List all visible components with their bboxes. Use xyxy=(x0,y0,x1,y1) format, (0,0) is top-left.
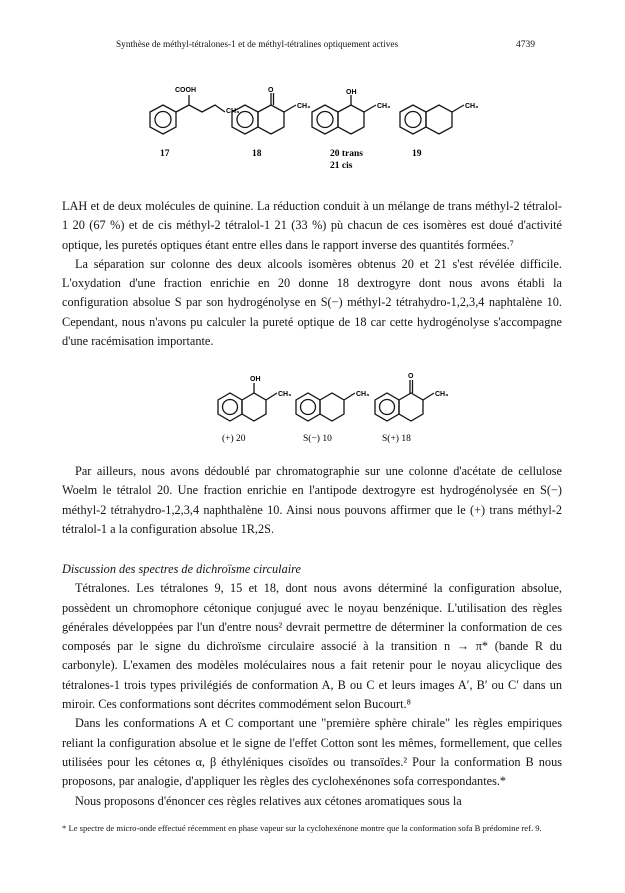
header-title: Synthèse de méthyl-tétralones-1 et de méthyl-tétralines optiquement actives xyxy=(116,40,399,50)
label-s-plus-18: S(+) 18 xyxy=(382,434,411,444)
text-block-3 xyxy=(62,560,562,811)
paragraph-conformations: Dans les conformations A et C comportant une "première sphère chirale" les règles empiriques reliant la configuration absolue et le signe de l'effet Cotton sont les mêmes, formellement, que celles utilisées pour les cétones α, β éthyléniques cisoïdes ou transoïdes.² Pour la conformation B nous proposons, par analogie, d'appliquer les règles des cyclohexénones sofa correspondantes.* xyxy=(62,716,562,789)
section-heading: Discussion des spectres de dichroïsme circulaire xyxy=(62,562,301,576)
oxo-label-fig2: O xyxy=(408,373,414,380)
paragraph-3: Par ailleurs, nous avons dédoublé par chromatographie sur une colonne d'acétate de cellulose Woelm le tétralol 20. Une fraction enrichie en l'antipode dextrogyre est hydrogénolysée en S(−) méthyl-2 tétrahydro-1,2,3,4 naphthalène 10. Ainsi nous pouvons affirmer que le (+) trans méthyl-2 tétralol-1 a la configuration absolue 1R,2S. xyxy=(62,464,562,536)
cooh-label: COOH xyxy=(175,87,196,94)
ch3-label-fig2-a: CH₃ xyxy=(278,391,292,398)
ch3-label-17: CH₃ xyxy=(226,108,240,115)
structure-18 xyxy=(232,93,296,134)
oxo-label-18: O xyxy=(268,87,274,94)
page-number: 4739 xyxy=(516,40,535,50)
footnote: * Le spectre de micro-onde effectué récemment en phase vapeur sur la cyclohexénone montre que la conformation sofa B prédomine ref. 9. xyxy=(62,823,542,833)
paragraph-last: Nous proposons d'énoncer ces règles relatives aux cétones aromatiques sous la xyxy=(75,793,462,808)
label-19: 19 xyxy=(412,149,422,159)
oh-label-fig2: OH xyxy=(250,376,261,383)
structure-s-18 xyxy=(375,380,434,421)
paragraph-1: LAH et de deux molécules de quinine. La réduction conduit à un mélange de trans méthyl-2 tétralol-1 20 (67 %) et de cis méthyl-2 tétralol-1 21 (33 %) pù chacun de ces isomères est doué d'activité optique, les puretés optiques étant entre elles dans le rapport inverse des quantités formées.⁷ xyxy=(62,199,562,252)
structure-17 xyxy=(150,95,225,134)
ch3-label-fig2-c: CH₃ xyxy=(435,391,449,398)
label-s-minus-10: S(−) 10 xyxy=(303,434,332,444)
oh-label-20: OH xyxy=(346,89,357,96)
ch3-label-20: CH₃ xyxy=(377,103,391,110)
text-block-2 xyxy=(62,462,562,539)
structure-plus-20 xyxy=(218,383,277,421)
ch3-label-fig2-b: CH₃ xyxy=(356,391,370,398)
text-block-1 xyxy=(62,197,562,351)
label-plus-20: (+) 20 xyxy=(222,434,246,444)
label-21-cis: 21 cis xyxy=(330,161,353,171)
structure-s-10 xyxy=(296,393,355,421)
label-18: 18 xyxy=(252,149,262,159)
ch3-label-19: CH₃ xyxy=(465,103,479,110)
structure-19 xyxy=(400,105,464,134)
paragraph-2: La séparation sur colonne des deux alcools isomères obtenus 20 et 21 s'est révélée difficile. L'oxydation d'une fraction enrichie en 20 donne 18 dextrogyre dont nous avons établi la configuration absolue S par son hydrogénolyse en S(−) méthyl-2 tétrahydro-1,2,3,4 naphtalène 10. Cependant, nous n'avons pu calculer la pureté optique de 18 car cette hydrogénolyse s'accompagne d'une racémisation importante. xyxy=(62,256,562,349)
ch3-label-18: CH₃ xyxy=(297,103,311,110)
label-20-trans: 20 trans xyxy=(330,149,363,159)
label-17: 17 xyxy=(160,149,170,159)
paragraph-tetralones: Tétralones. Les tétralones 9, 15 et 18, dont nous avons déterminé la configuration absolue, possèdent un chromophore cétonique conjugué avec le noyau benzénique. L'utilisation des règles générales développées par l'un d'entre nous² devrait permettre de déterminer la conformation de ces composés par le signe du dichroïsme circulaire associé à la transition n → π* (bande R du carbonyle). L'examen des modèles moléculaires nous a fait retenir pour le noyau alicyclique des tétralones-1 trois types privilégiés de conformation A, B ou C et leurs images A′, B′ ou C′ dans un miroir. Ces conformations sont décrites commodément selon Bucourt.⁸ xyxy=(62,581,562,712)
structure-20-21 xyxy=(312,95,376,134)
